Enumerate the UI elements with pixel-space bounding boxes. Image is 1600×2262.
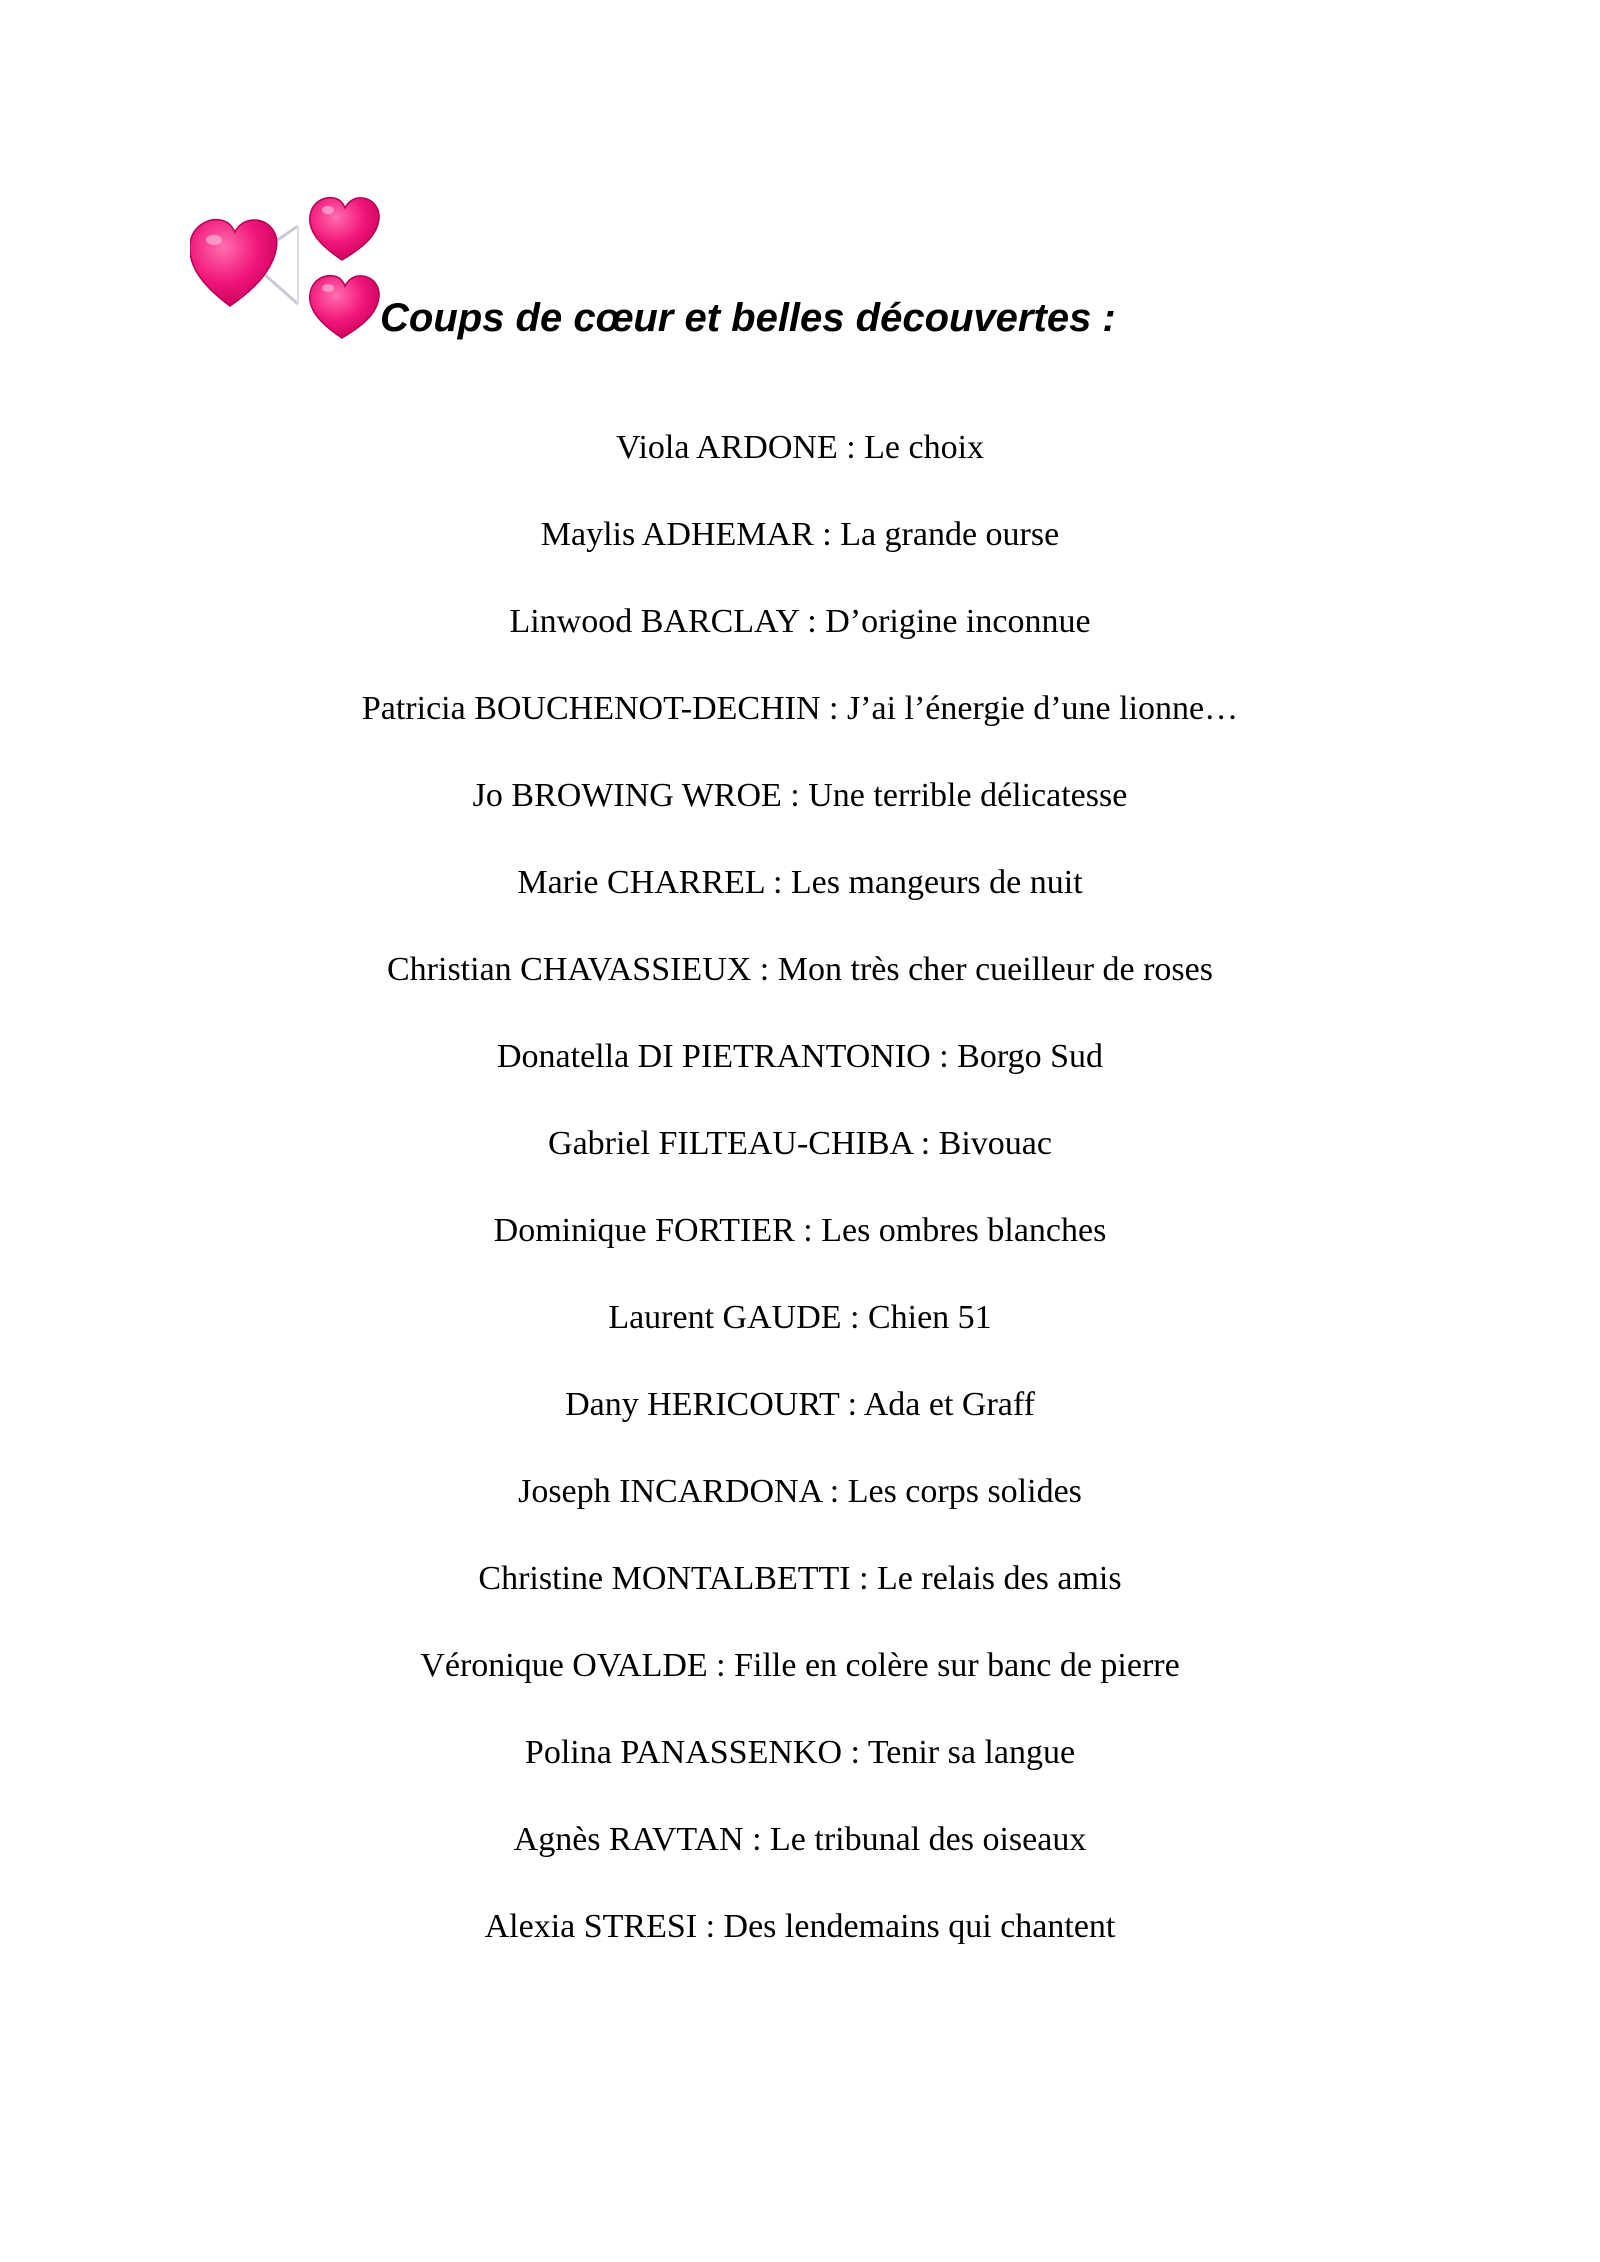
list-item: Joseph INCARDONA : Les corps solides — [518, 1473, 1082, 1510]
list-item: Donatella DI PIETRANTONIO : Borgo Sud — [497, 1038, 1103, 1075]
list-item: Christine MONTALBETTI : Le relais des amis — [478, 1560, 1122, 1597]
book-list — [0, 420, 1600, 1986]
list-item: Polina PANASSENKO : Tenir sa langue — [524, 1734, 1076, 1771]
list-item: Maylis ADHEMAR : La grande ourse — [540, 516, 1060, 553]
list-item: Marie CHARREL : Les mangeurs de nuit — [517, 864, 1083, 901]
list-item: Laurent GAUDE : Chien 51 — [608, 1299, 992, 1336]
list-item: Christian CHAVASSIEUX : Mon très cher cueilleur de roses — [387, 951, 1213, 988]
page-title: Coups de cœur et belles découvertes : — [380, 296, 1116, 340]
list-item: Linwood BARCLAY : D’origine inconnue — [509, 603, 1091, 640]
hearts-icon — [190, 188, 390, 348]
list-item: Alexia STRESI : Des lendemains qui chantent — [484, 1908, 1116, 1945]
list-item: Patricia BOUCHENOT-DECHIN : J’ai l’énergie d’une lionne… — [361, 690, 1239, 727]
list-item: Agnès RAVTAN : Le tribunal des oiseaux — [513, 1821, 1087, 1858]
list-item: Jo BROWING WROE : Une terrible délicatesse — [472, 777, 1128, 814]
list-item: Dominique FORTIER : Les ombres blanches — [493, 1212, 1107, 1249]
list-item: Véronique OVALDE : Fille en colère sur banc de pierre — [420, 1647, 1180, 1684]
page-header — [190, 188, 1390, 358]
list-item: Dany HERICOURT : Ada et Graff — [565, 1386, 1035, 1423]
list-item: Gabriel FILTEAU-CHIBA : Bivouac — [548, 1125, 1052, 1162]
list-item: Viola ARDONE : Le choix — [615, 429, 985, 466]
